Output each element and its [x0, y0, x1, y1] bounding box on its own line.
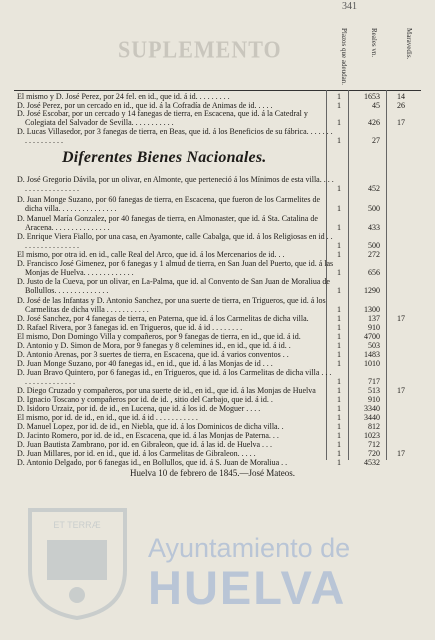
entry-text: D. Antonio Delgado, por 6 fanegas id., en Bollullos, que id. á S. Juan de Moraliua . .: [17, 458, 288, 467]
entry-plazos: 1: [337, 118, 341, 127]
entry-plazos: 1: [337, 395, 341, 404]
column-header-plazos: Plazos que adeudan.: [340, 28, 348, 85]
entry-maravedis: 17: [397, 386, 405, 395]
entry-text: D. Antonio Arenas, por 3 suertes de tierra, en Escacena, que id. á varios conventos . .: [17, 350, 289, 359]
entry-plazos: 1: [337, 422, 341, 431]
entry-text: D. José Gregorio Dávila, por un olivar, en Almonte, que perteneció á los Mínimos de esta villa. . . . . . . . . . . . . . . . . .: [17, 175, 336, 193]
entry-text: D. Manuel María Gonzalez, por 40 fanegas de tierra, en Almonaster, que id. á Sta. Catalina de Aracena. . . . . . . . . . . . . . .: [17, 214, 320, 232]
entry-plazos: 1: [337, 101, 341, 110]
column-divider: [386, 90, 387, 460]
entry-plazos: 1: [337, 314, 341, 323]
entry-reales: 137: [368, 314, 380, 323]
entry-plazos: 1: [337, 241, 341, 250]
entry-text: D. Juan Millares, por id. en id., que id. á los Carmelitas de Gibraleon. . . . .: [17, 449, 256, 458]
entry-plazos: 1: [337, 350, 341, 359]
entry-text: D. Juan Monge Suzano, por 40 fanegas id., en id., que id. á las Monjas de id . . .: [17, 359, 273, 368]
entry-plazos: 1: [337, 341, 341, 350]
entry-text: D. José Sanchez, por 4 fanegas de tierra, en Paterna, que id. á los Carmelitas de dicha villa.: [17, 314, 309, 323]
entry-text: D. Juan Bravo Quintero, por 6 fanegas id., en Trigueros, que id. á los Carmelitas de dicha villa . . . . . . . . . . . . . . . .: [17, 368, 334, 386]
entry-reales: 500: [368, 204, 380, 213]
signature-line: Huelva 10 de febrero de 1845.—José Mateos.: [130, 468, 295, 478]
entry-plazos: 1: [337, 204, 341, 213]
entry-plazos: 1: [337, 223, 341, 232]
entry-plazos: 1: [337, 431, 341, 440]
entry-reales: 1483: [364, 350, 380, 359]
entry-plazos: 1: [337, 413, 341, 422]
entry-text: D. Jacinto Romero, por id. de id., en Escacena, que id. á las Monjas de Paterna. . .: [17, 431, 279, 440]
entry-text: D. Antonio y D. Simon de Mora, por 9 fanegas y 8 celemines id., en id., que id. á id. .: [17, 341, 291, 350]
entry-text: D. Lucas Villasedor, por 3 fanegas de tierra, en Beas, que id. á los Beneficios de su fábrica. . . . . . . . . . . . . . . . .: [17, 127, 335, 145]
entry-plazos: 1: [337, 332, 341, 341]
entry-plazos: 1: [337, 377, 341, 386]
entry-reales: 1300: [364, 305, 380, 314]
entry-text: El mismo y D. José Perez, por 24 fel. en id., que id. á id. . . . . . . . .: [17, 92, 230, 101]
entry-reales: 500: [368, 241, 380, 250]
entry-reales: 513: [368, 386, 380, 395]
entry-reales: 426: [368, 118, 380, 127]
entry-maravedis: 17: [397, 118, 405, 127]
entry-text: El mismo, por otra id. en id., calle Real del Arco, que id. á los Mercenarios de id. . .: [17, 250, 285, 259]
entry-plazos: 1: [337, 449, 341, 458]
entry-maravedis: 26: [397, 101, 405, 110]
entry-plazos: 1: [337, 136, 341, 145]
entry-plazos: 1: [337, 92, 341, 101]
entry-reales: 3340: [364, 404, 380, 413]
page-number: 341: [342, 1, 357, 12]
entry-plazos: 1: [337, 458, 341, 467]
entry-plazos: 1: [337, 250, 341, 259]
entry-text: El mismo, Don Domingo Villa y compañeros, por 9 fanegas de tierra, en id., que id. á id.: [17, 332, 301, 341]
entry-maravedis: 14: [397, 92, 405, 101]
entry-maravedis: 17: [397, 449, 405, 458]
entry-reales: 3440: [364, 413, 380, 422]
entry-plazos: 1: [337, 268, 341, 277]
entry-reales: 272: [368, 250, 380, 259]
section-title: Diferentes Bienes Nacionales.: [62, 149, 267, 166]
entry-text: D. Isidoro Urzaiz, por id. de id., en Lucena, que id. á los id. de Moguer . . . .: [17, 404, 261, 413]
entry-reales: 45: [372, 101, 380, 110]
column-divider: [348, 90, 349, 460]
entry-reales: 812: [368, 422, 380, 431]
entry-text: D. Francisco José Gimenez, por 6 fanegas y 1 almud de tierra, en San Juan del Puerto, que id. á las Monjas de Huelva. . . . . . . . . . . . .: [17, 259, 336, 277]
entry-plazos: 1: [337, 440, 341, 449]
entry-text: D. José Perez, por un cercado en id., que id. á la Cofradía de Animas de id. . . . .: [17, 101, 273, 110]
column-header-maravedis: Maravedis.: [405, 28, 413, 60]
entry-reales: 4700: [364, 332, 380, 341]
entry-reales: 1023: [364, 431, 380, 440]
entry-text: D. José Escobar, por un cercado y 14 fanegas de tierra, en Escacena, que id. á la Catedral y Colegiata del Salvador de Sevilla. . . . . . . . . . .: [17, 109, 310, 127]
entry-plazos: 1: [337, 184, 341, 193]
entry-reales: 1653: [364, 92, 380, 101]
entry-reales: 452: [368, 184, 380, 193]
entry-text: D. Justo de la Cueva, por un olivar, en La-Palma, que id. al Convento de San Juan de Moraliua de Bollullos. . . . . . . . . . . . . .: [17, 277, 332, 295]
entry-reales: 433: [368, 223, 380, 232]
entry-plazos: 1: [337, 386, 341, 395]
entry-text: D. José de las Infantas y D. Antonio Sanchez, por una suerte de tierra, en Trigueros, que id. á los Carmelitas de dicha villa . . . . . . . . . . .: [17, 296, 328, 314]
entry-text: El mismo, por id. de id., en id., que id. á id . . . . . . . . . . .: [17, 413, 198, 422]
entry-reales: 503: [368, 341, 380, 350]
seal-text: ET TERRÆ: [53, 520, 101, 530]
entry-reales: 27: [372, 136, 380, 145]
entry-reales: 656: [368, 268, 380, 277]
header-rule: [14, 90, 421, 91]
watermark-line1: Ayuntamiento de: [148, 533, 351, 563]
column-header-reales: Reales vn.: [370, 28, 378, 58]
entry-text: D. Enrique Viera Fiallo, por una casa, en Ayamonte, calle Cabalga, que id. á los Religiosas en id . . . . . . . . . . . . . . . .: [17, 232, 335, 250]
entry-plazos: 1: [337, 323, 341, 332]
watermark-line2: HUELVA: [148, 561, 347, 614]
entry-text: D. Manuel Lopez, por id. de id., en Niebla, que id. á los Dominicos de dicha villa. .: [17, 422, 284, 431]
entry-text: D. Diego Cruzado y compañeros, por una suerte de id., en id., que id. á las Monjas de Huelva: [17, 386, 316, 395]
entry-plazos: 1: [337, 404, 341, 413]
supplement-banner: SUPLEMENTO: [118, 35, 282, 64]
entry-reales: 910: [368, 323, 380, 332]
entry-plazos: 1: [337, 359, 341, 368]
entry-text: D. Rafael Rivera, por 3 fanegas id. en Trigueros, que id. á id . . . . . . . .: [17, 323, 243, 332]
entry-reales: 712: [368, 440, 380, 449]
entry-text: D. Juan Bautista Zambrano, por id. en Gibraleon, que id. á las id. de Huelva . . .: [17, 440, 273, 449]
entry-reales: 1010: [364, 359, 380, 368]
city-seal-watermark: [25, 500, 130, 620]
entry-reales: 4532: [364, 458, 380, 467]
entry-reales: 1290: [364, 286, 380, 295]
entry-plazos: 1: [337, 286, 341, 295]
entry-reales: 717: [368, 377, 380, 386]
entry-text: D. Juan Monge Suzano, por 60 fanegas de tierra, en Escacena, que fueron de los Carmelites de dicha villa. . . . . . . . . . . . . . .: [17, 195, 323, 213]
entry-reales: 720: [368, 449, 380, 458]
entry-text: D. Ignacio Toscano y compañeros por id. de id. , sitio del Carbajo, que id. á id. .: [17, 395, 273, 404]
entry-maravedis: 17: [397, 314, 405, 323]
entry-plazos: 1: [337, 305, 341, 314]
entry-reales: 910: [368, 395, 380, 404]
